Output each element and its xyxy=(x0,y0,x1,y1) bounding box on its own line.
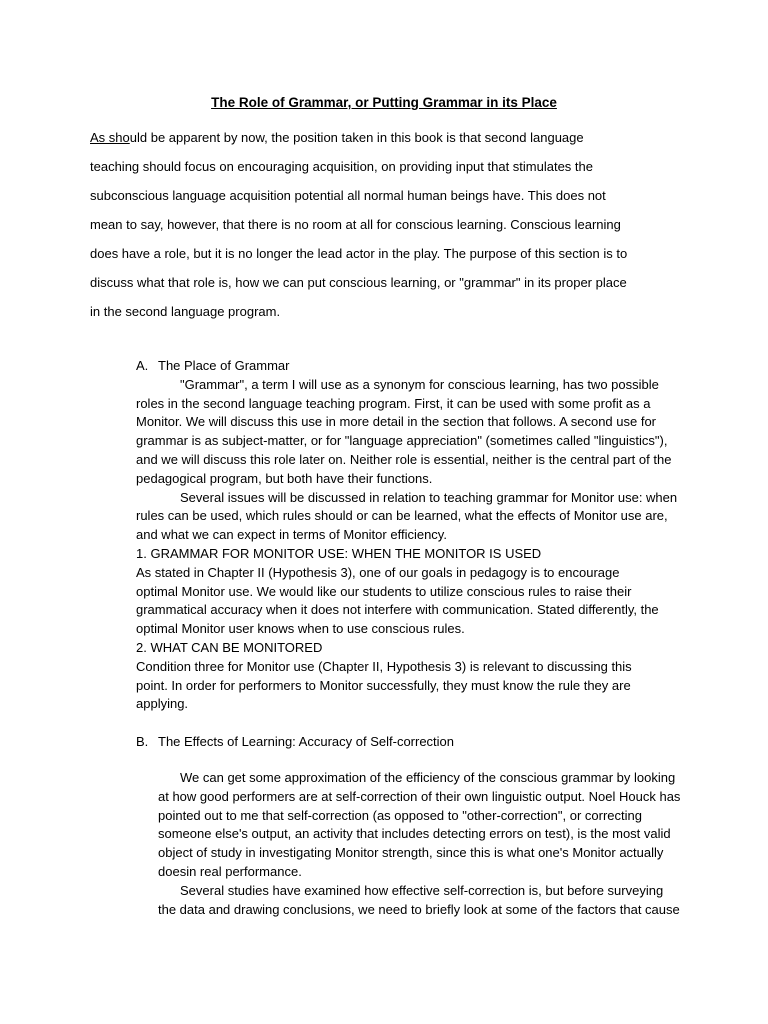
section-b-heading xyxy=(136,733,454,752)
paragraph-line: the data and drawing conclusions, we need to briefly look at some of the factors that cause xyxy=(158,901,680,917)
intro-line: does have a role, but it is no longer the lead actor in the play. The purpose of this section is to xyxy=(90,246,628,261)
paragraph-line: optimal Monitor user knows when to use conscious rules. xyxy=(136,621,465,637)
paragraph-line: pedagogical program, but both have their functions. xyxy=(136,470,433,486)
intro-line: subconscious language acquisition potential all normal human beings have. This does not xyxy=(90,188,606,203)
intro-first-line-rest: uld be apparent by now, the position taken in this book is that second language xyxy=(129,130,584,145)
paragraph-line: at how good performers are at self-correction of their own linguistic output. Noel Houck has xyxy=(158,788,681,804)
intro-line: teaching should focus on encouraging acquisition, on providing input that stimulates the xyxy=(90,159,593,174)
section-a-heading xyxy=(136,357,676,376)
paragraph-line: Condition three for Monitor use (Chapter II, Hypothesis 3) is relevant to discussing this xyxy=(136,658,632,674)
paragraph-line: and we will discuss this role later on. Neither role is essential, neither is the central part of the xyxy=(136,451,672,467)
intro-line: discuss what that role is, how we can put conscious learning, or "grammar" in its proper place xyxy=(90,275,627,290)
paragraph-line: "Grammar", a term I will use as a synonym for conscious learning, has two possible xyxy=(180,376,659,392)
paragraph-line: roles in the second language teaching program. First, it can be used with some profit as a xyxy=(136,395,651,411)
paragraph-line: point. In order for performers to Monitor successfully, they must know the rule they are xyxy=(136,677,631,693)
paragraph-line: object of study in investigating Monitor strength, since this is what one's Monitor actually xyxy=(158,845,664,861)
paragraph-line: doesin real performance. xyxy=(158,863,302,879)
section-a-letter: A. xyxy=(136,358,149,373)
paragraph-line: grammatical accuracy when it does not interfere with communication. Stated differently, the xyxy=(136,602,659,618)
paragraph-line: optimal Monitor use. We would like our students to utilize conscious rules to raise their xyxy=(136,583,632,599)
intro-line: in the second language program. xyxy=(90,304,281,319)
paragraph-line: grammar is as subject-matter, or for "language appreciation" (sometimes called "linguistics"), xyxy=(136,433,668,449)
paragraph-line: pointed out to me that self-correction (as opposed to "other-correction", or correcting xyxy=(158,807,642,823)
intro-underlined-text: As sho xyxy=(90,130,130,145)
paragraph-line: Monitor. We will discuss this use in more detail in the section that follows. A second use for xyxy=(136,414,657,430)
paragraph-line: Several studies have examined how effective self-correction is, but before surveying xyxy=(180,882,664,898)
subsection-2-heading: 2. WHAT CAN BE MONITORED xyxy=(136,639,323,655)
section-b-letter: B. xyxy=(136,734,149,749)
paragraph-line: Several issues will be discussed in relation to teaching grammar for Monitor use: when xyxy=(180,489,678,505)
intro-paragraph xyxy=(90,123,628,326)
page-title: The Role of Grammar, or Putting Grammar in its Place xyxy=(211,95,557,110)
intro-line xyxy=(90,123,610,152)
paragraph-line: As stated in Chapter II (Hypothesis 3), one of our goals in pedagogy is to encourage xyxy=(136,564,620,580)
section-b-heading-text: The Effects of Learning: Accuracy of Self-correction xyxy=(158,734,455,749)
paragraph-line: rules can be used, which rules should or can be learned, what the effects of Monitor use are, xyxy=(136,508,668,524)
paragraph-line: someone else's output, an activity that includes detecting errors on test), is the most valid xyxy=(158,826,671,842)
section-a xyxy=(136,357,676,714)
paragraph-line: We can get some approximation of the efficiency of the conscious grammar by looking xyxy=(180,770,676,785)
section-b xyxy=(158,769,698,919)
paragraph-line: applying. xyxy=(136,696,189,712)
intro-line: mean to say, however, that there is no room at all for conscious learning. Conscious learning xyxy=(90,217,621,232)
subsection-1-heading: 1. GRAMMAR FOR MONITOR USE: WHEN THE MONITOR IS USED xyxy=(136,545,542,561)
paragraph-line: and what we can expect in terms of Monitor efficiency. xyxy=(136,527,447,543)
section-a-heading-text: The Place of Grammar xyxy=(158,358,290,373)
